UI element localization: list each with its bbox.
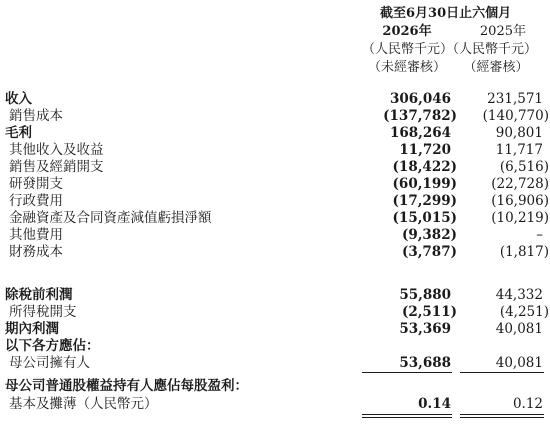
table-row xyxy=(0,304,550,321)
row-label: 財務成本 xyxy=(9,244,63,260)
table-row xyxy=(0,159,550,176)
value-2026: 306,046 xyxy=(389,91,451,107)
value-2026: (137,782) xyxy=(383,108,457,124)
value-2026: (9,382) xyxy=(401,227,457,243)
column-2025-rule xyxy=(460,372,544,373)
row-label: 基本及攤薄（人民幣元） xyxy=(9,396,158,412)
row-label: 其他費用 xyxy=(9,227,63,243)
value-2026: (18,422) xyxy=(392,159,457,175)
table-row xyxy=(0,321,550,338)
value-2026: (15,015) xyxy=(392,210,457,226)
row-label: 銷售及經銷開支 xyxy=(9,159,104,175)
row-label: 研發開支 xyxy=(9,176,63,192)
value-2025: (6,516) xyxy=(499,159,549,175)
column-2026-year: 2026年 xyxy=(382,24,432,39)
value-2025: (1,817) xyxy=(499,244,549,260)
column-2026-audit: （未經審核） xyxy=(367,60,446,75)
table-row xyxy=(0,287,550,304)
table-row xyxy=(0,142,550,159)
value-2025: 11,717 xyxy=(495,142,543,158)
column-2025-audit: （經審核） xyxy=(463,60,529,75)
table-row xyxy=(0,378,550,395)
column-2026-rule xyxy=(362,372,452,373)
value-2026: 55,880 xyxy=(399,287,451,303)
value-2026: 168,264 xyxy=(389,125,451,141)
row-label: 毛利 xyxy=(5,125,32,141)
value-2025: (16,906) xyxy=(491,193,549,209)
value-2026: 53,369 xyxy=(399,321,451,337)
table-row xyxy=(0,176,550,193)
table-row xyxy=(0,355,550,372)
table-row xyxy=(0,108,550,125)
row-label: 除稅前利潤 xyxy=(5,287,73,303)
value-2026: (3,787) xyxy=(401,244,457,260)
table-row xyxy=(0,210,550,227)
value-2026: 11,720 xyxy=(399,142,451,158)
table-row xyxy=(0,244,550,261)
table-row xyxy=(0,193,550,210)
column-2026-unit: （人民幣千元） xyxy=(362,42,454,57)
value-2026: 0.14 xyxy=(418,396,451,412)
value-2025: (140,770) xyxy=(482,108,549,124)
value-2025: (4,251) xyxy=(499,304,549,320)
table-row xyxy=(0,396,550,413)
table-row xyxy=(0,227,550,244)
row-label: 銷售成本 xyxy=(9,108,63,124)
column-2026-double-rule xyxy=(362,414,452,418)
row-label: 母公司普通股權益持有人應佔每股盈利： xyxy=(5,378,248,394)
value-2025: – xyxy=(536,227,543,243)
column-2025-double-rule xyxy=(460,414,544,418)
value-2025: 231,571 xyxy=(487,91,543,107)
row-label: 期內利潤 xyxy=(5,321,59,337)
table-row xyxy=(0,125,550,142)
value-2026: 53,688 xyxy=(399,355,451,371)
row-label: 行政費用 xyxy=(9,193,63,209)
value-2025: 40,081 xyxy=(495,321,543,337)
table-row xyxy=(0,91,550,108)
row-label: 金融資產及合同資產減值虧損淨額 xyxy=(9,210,212,226)
table-row xyxy=(0,338,550,355)
row-label: 其他收入及收益 xyxy=(9,142,104,158)
value-2025: 44,332 xyxy=(495,287,543,303)
value-2025: (10,219) xyxy=(491,210,549,226)
value-2026: (60,199) xyxy=(392,176,457,192)
row-label: 以下各方應佔： xyxy=(5,338,100,354)
value-2025: 40,081 xyxy=(495,355,543,371)
row-label: 收入 xyxy=(5,91,32,107)
row-label: 母公司擁有人 xyxy=(9,355,90,371)
row-label: 所得稅開支 xyxy=(9,304,77,320)
value-2025: 0.12 xyxy=(512,396,543,412)
value-2025: 90,801 xyxy=(495,125,543,141)
column-2025-unit: （人民幣千元） xyxy=(446,42,538,57)
column-2025-year: 2025年 xyxy=(479,24,526,39)
period-heading: 截至6月30日止六個月 xyxy=(380,6,512,21)
value-2026: (17,299) xyxy=(392,193,457,209)
value-2026: (2,511) xyxy=(401,304,457,320)
value-2025: (22,728) xyxy=(491,176,549,192)
